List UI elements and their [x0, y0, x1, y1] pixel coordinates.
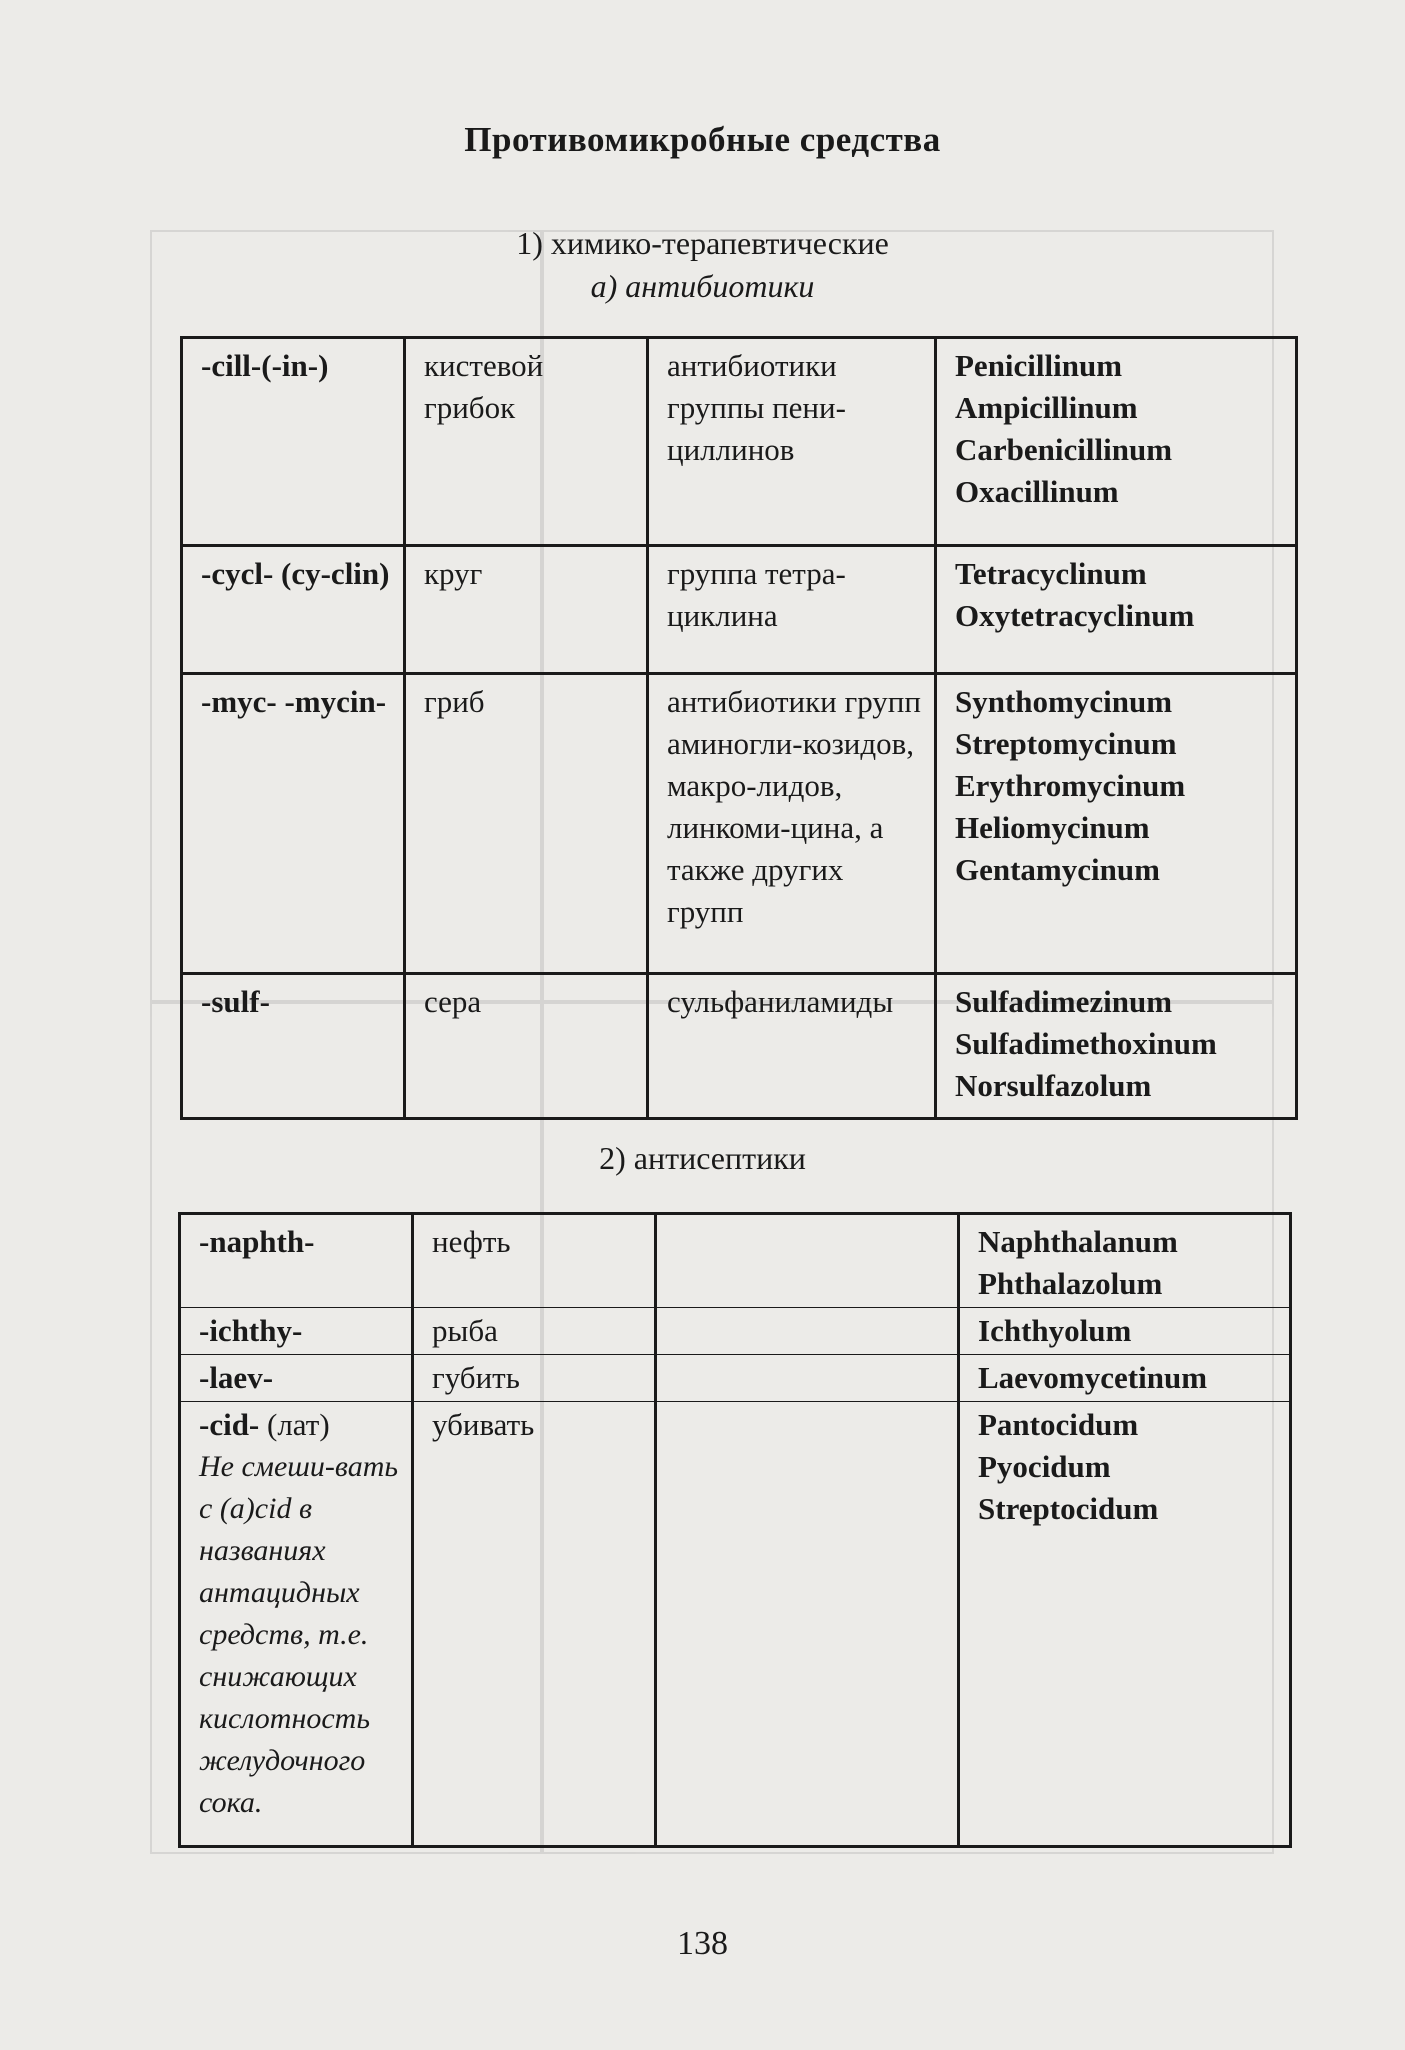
antiseptics-table — [178, 1212, 1292, 1848]
antibiotics-table — [180, 336, 1298, 1120]
drug-name: Synthomycinum — [955, 684, 1173, 719]
table-row — [180, 1214, 1291, 1308]
drugs-cell — [959, 1402, 1291, 1847]
meaning-cell: кистевой грибок — [405, 338, 648, 546]
drug-name: Streptocidum — [978, 1491, 1159, 1526]
drug-name: Carbenicillinum — [955, 432, 1173, 467]
page-title: Противомикробные средства — [464, 120, 941, 159]
drug-name: Phthalazolum — [978, 1266, 1163, 1301]
suffix-cell: -naphth- — [180, 1214, 413, 1308]
meaning-cell: гриб — [405, 674, 648, 974]
table-row — [182, 546, 1297, 674]
drug-name: Gentamycinum — [955, 852, 1160, 887]
drug-name: Penicillinum — [955, 348, 1123, 383]
table-row — [180, 1308, 1291, 1355]
drugs-cell — [959, 1308, 1291, 1355]
suffix-text: -cid- — [199, 1407, 260, 1442]
meaning-cell: сера — [405, 974, 648, 1119]
suffix-cell — [180, 1402, 413, 1847]
drug-name: Pyocidum — [978, 1449, 1111, 1484]
meaning-cell: нефть — [413, 1214, 656, 1308]
suffix-cell: -laev- — [180, 1355, 413, 1402]
drugs-cell — [936, 674, 1297, 974]
suffix-cell: -myc- -mycin- — [182, 674, 405, 974]
table-row — [180, 1355, 1291, 1402]
group-cell — [656, 1355, 959, 1402]
drug-name: Norsulfazolum — [955, 1068, 1152, 1103]
group-cell — [656, 1308, 959, 1355]
drugs-cell — [936, 546, 1297, 674]
drugs-cell — [936, 974, 1297, 1119]
drug-name: Laevomycetinum — [978, 1360, 1208, 1395]
page-number: 138 — [677, 1925, 728, 1962]
meaning-cell: круг — [405, 546, 648, 674]
group-cell: антибиотики группы пени-циллинов — [648, 338, 936, 546]
drug-name: Oxytetracyclinum — [955, 598, 1195, 633]
meaning-cell: губить — [413, 1355, 656, 1402]
drug-name: Naphthalanum — [978, 1224, 1178, 1259]
drug-name: Pantocidum — [978, 1407, 1139, 1442]
suffix-cell: -ichthy- — [180, 1308, 413, 1355]
section1-subheading: а) антибиотики — [590, 268, 815, 304]
group-cell: сульфаниламиды — [648, 974, 936, 1119]
table-row — [180, 1402, 1291, 1847]
group-cell — [656, 1402, 959, 1847]
drug-name: Streptomycinum — [955, 726, 1177, 761]
drug-name: Tetracyclinum — [955, 556, 1147, 591]
meaning-cell: убивать — [413, 1402, 656, 1847]
drugs-cell — [959, 1355, 1291, 1402]
group-cell — [656, 1214, 959, 1308]
drug-name: Heliomycinum — [955, 810, 1150, 845]
drug-name: Sulfadimethoxinum — [955, 1026, 1217, 1061]
drug-name: Ichthyolum — [978, 1313, 1132, 1348]
group-cell: антибиотики групп аминогли-козидов, макро-лидов, линкоми-цина, а также других групп — [648, 674, 936, 974]
suffix-cell: -sulf- — [182, 974, 405, 1119]
usage-note: Не смеши-вать с (а)cid в названиях антацидных средств, т.е. снижающих кислотность желудочного сока. — [199, 1450, 399, 1819]
drug-name: Oxacillinum — [955, 474, 1119, 509]
section1-heading: 1) химико-терапевтические — [516, 225, 889, 261]
drugs-cell — [936, 338, 1297, 546]
suffix-cell: -cill-(-in-) — [182, 338, 405, 546]
table-row — [182, 674, 1297, 974]
table-row — [182, 974, 1297, 1119]
drugs-cell — [959, 1214, 1291, 1308]
group-cell: группа тетра-циклина — [648, 546, 936, 674]
drug-name: Ampicillinum — [955, 390, 1138, 425]
table-row — [182, 338, 1297, 546]
suffix-cell: -cycl- (cy-clin) — [182, 546, 405, 674]
drug-name: Sulfadimezinum — [955, 984, 1173, 1019]
section2-heading: 2) антисептики — [599, 1140, 806, 1176]
suffix-language-note: (лат) — [259, 1407, 330, 1442]
drug-name: Erythromycinum — [955, 768, 1186, 803]
meaning-cell: рыба — [413, 1308, 656, 1355]
